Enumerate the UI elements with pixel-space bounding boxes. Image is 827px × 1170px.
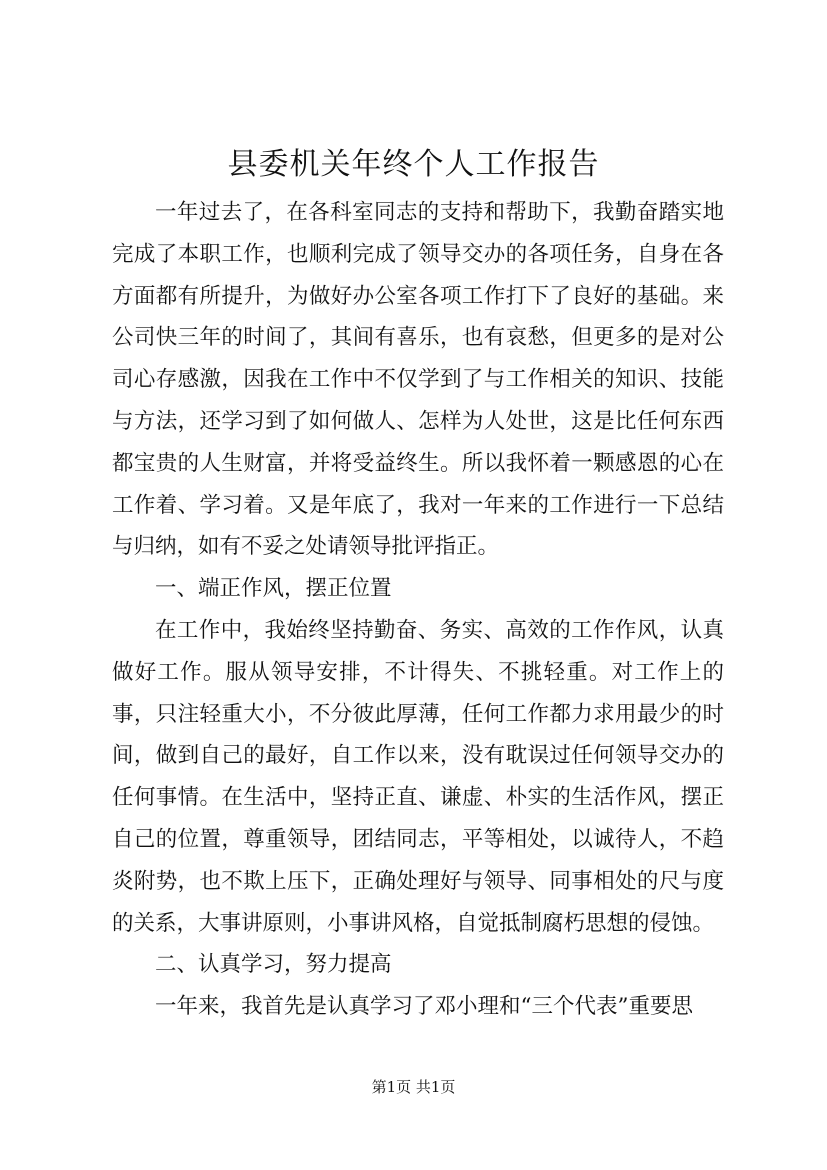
section-heading-2: 二、认真学习，努力提高 [155,952,392,978]
document-body [112,192,724,1028]
page-number-label: 第1页 共1页 [371,1078,456,1096]
paragraph-section-1: 在工作中，我始终坚持勤奋、务实、高效的工作作风，认真做好工作。服从领导安排，不计得失、不挑轻重。对工作上的事，只注轻重大小，不分彼此厚薄，任何工作都力求用最少的时间，做到自己的最好，自工作以来，没有耽误过任何领导交办的任何事情。在生活中，坚持正直、谦虚、朴实的生活作风，摆正自己的位置，尊重领导，团结同志，平等相处，以诚待人，不趋炎附势，也不欺上压下，正确处理好与领导、同事相处的尺与度的关系，大事讲原则，小事讲风格，自觉抵制腐朽思想的侵蚀。 [112,617,724,936]
section-heading-1: 一、端正作风，摆正位置 [155,576,392,602]
paragraph-intro: 一年过去了，在各科室同志的支持和帮助下，我勤奋踏实地完成了本职工作，也顺利完成了领导交办的各项任务，自身在各方面都有所提升，为做好办公室各项工作打下了良好的基础。来公司快三年的时间了，其间有喜乐，也有哀愁，但更多的是对公司心存感激，因我在工作中不仅学到了与工作相关的知识、技能与方法，还学习到了如何做人、怎样为人处世，这是比任何东西都宝贵的人生财富，并将受益终生。所以我怀着一颗感恩的心在工作着、学习着。又是年底了，我对一年来的工作进行一下总结与归纳，如有不妥之处请领导批评指正。 [112,200,724,560]
paragraph-section-2: 一年来，我首先是认真学习了邓小理和“三个代表”重要思 [155,994,693,1020]
page-footer [0,1077,827,1097]
document-title: 县委机关年终个人工作报告 [227,147,600,182]
